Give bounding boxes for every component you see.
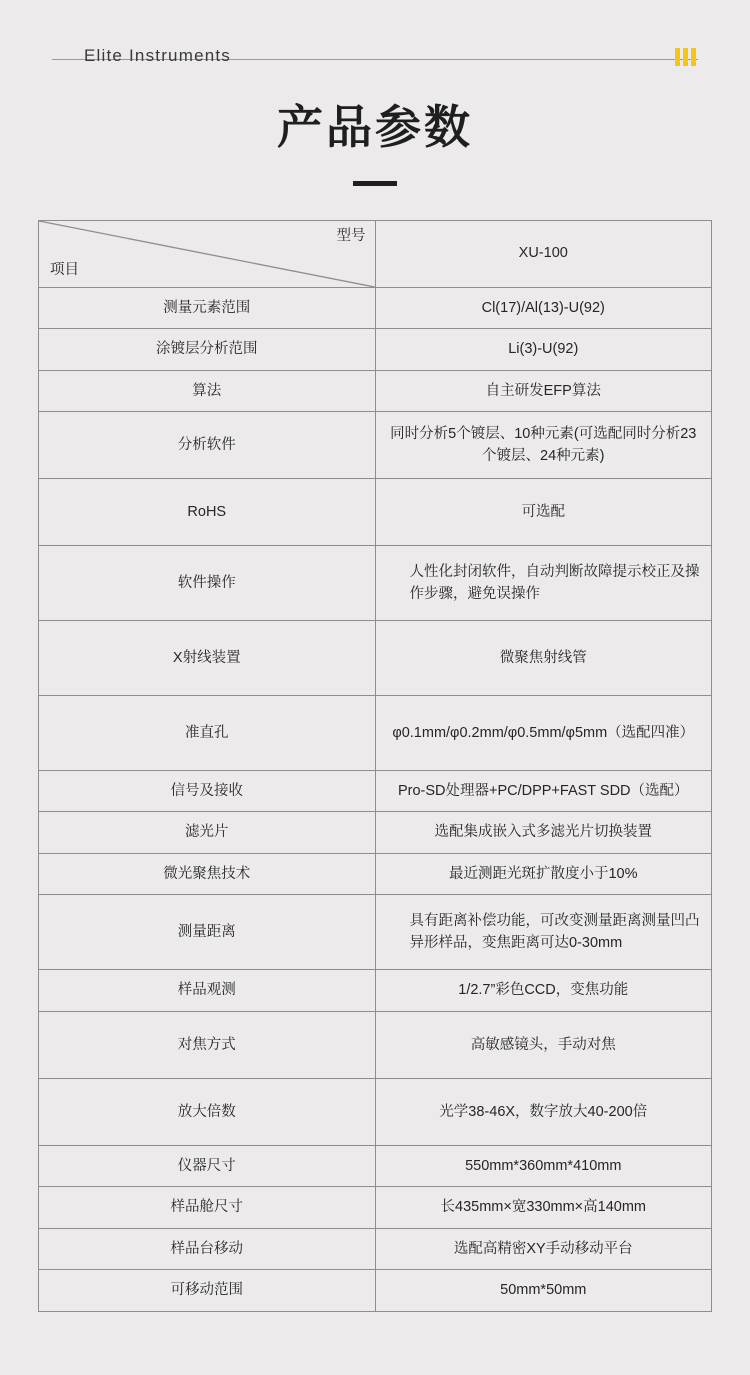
row-value: 可选配 — [375, 479, 712, 546]
row-label: 测量距离 — [39, 895, 376, 970]
table-row — [39, 1228, 712, 1269]
spec-table-wrap — [38, 220, 712, 1312]
table-row — [39, 1270, 712, 1311]
row-label: 算法 — [39, 370, 376, 411]
table-row — [39, 1187, 712, 1228]
row-value: 50mm*50mm — [375, 1270, 712, 1311]
page-header — [52, 0, 698, 65]
row-value: 光学38-46X，数字放大40-200倍 — [375, 1078, 712, 1145]
row-value: 人性化封闭软件，自动判断故障提示校正及操作步骤，避免误操作 — [375, 546, 712, 621]
table-corner-header — [39, 220, 376, 287]
row-label: 对焦方式 — [39, 1011, 376, 1078]
table-row — [39, 546, 712, 621]
corner-item-label: 项目 — [50, 262, 79, 279]
row-value: 自主研发EFP算法 — [375, 370, 712, 411]
row-value: φ0.1mm/φ0.2mm/φ0.5mm/φ5mm（选配四准） — [375, 696, 712, 771]
brand-name: Elite Instruments — [84, 46, 232, 65]
row-value: 同时分析5个镀层、10种元素(可选配同时分析23个镀层、24种元素) — [375, 412, 712, 479]
row-label: 样品台移动 — [39, 1228, 376, 1269]
table-row — [39, 771, 712, 812]
three-bars-icon — [675, 44, 698, 66]
row-value: 最近测距光斑扩散度小于10% — [375, 853, 712, 894]
table-row — [39, 370, 712, 411]
row-label: 分析软件 — [39, 412, 376, 479]
row-label: 测量元素范围 — [39, 287, 376, 328]
row-label: 涂镀层分析范围 — [39, 329, 376, 370]
table-row — [39, 970, 712, 1011]
row-value: 高敏感镜头，手动对焦 — [375, 1011, 712, 1078]
row-value: 微聚焦射线管 — [375, 621, 712, 696]
title-underline — [353, 181, 397, 186]
table-row — [39, 1078, 712, 1145]
row-label: 微光聚焦技术 — [39, 853, 376, 894]
table-row — [39, 621, 712, 696]
row-value: 具有距离补偿功能，可改变测量距离测量凹凸异形样品，变焦距离可达0-30mm — [375, 895, 712, 970]
row-label: 放大倍数 — [39, 1078, 376, 1145]
row-value: 选配高精密XY手动移动平台 — [375, 1228, 712, 1269]
row-value: Cl(17)/Al(13)-U(92) — [375, 287, 712, 328]
row-label: X射线装置 — [39, 621, 376, 696]
row-label: 样品观测 — [39, 970, 376, 1011]
row-value: 550mm*360mm*410mm — [375, 1145, 712, 1186]
model-value: XU-100 — [375, 220, 712, 287]
diagonal-line — [39, 221, 375, 287]
table-row — [39, 287, 712, 328]
table-row — [39, 1011, 712, 1078]
row-label: 准直孔 — [39, 696, 376, 771]
row-value: 长435mm×宽330mm×高140mm — [375, 1187, 712, 1228]
row-label: RoHS — [39, 479, 376, 546]
table-row — [39, 812, 712, 853]
row-value: 选配集成嵌入式多滤光片切换装置 — [375, 812, 712, 853]
row-label: 样品舱尺寸 — [39, 1187, 376, 1228]
corner-model-label: 型号 — [336, 227, 366, 244]
table-row — [39, 412, 712, 479]
row-label: 仪器尺寸 — [39, 1145, 376, 1186]
row-label: 可移动范围 — [39, 1270, 376, 1311]
table-row — [39, 853, 712, 894]
table-row — [39, 479, 712, 546]
row-label: 信号及接收 — [39, 771, 376, 812]
spec-table — [38, 220, 712, 1312]
table-row — [39, 329, 712, 370]
table-row — [39, 220, 712, 287]
title-block — [0, 60, 750, 186]
table-row — [39, 696, 712, 771]
row-label: 滤光片 — [39, 812, 376, 853]
row-value: Li(3)-U(92) — [375, 329, 712, 370]
table-row — [39, 1145, 712, 1186]
spec-table-body — [39, 220, 712, 1311]
page-title: 产品参数 — [277, 101, 473, 153]
row-label: 软件操作 — [39, 546, 376, 621]
row-value: 1/2.7”彩色CCD，变焦功能 — [375, 970, 712, 1011]
table-row — [39, 895, 712, 970]
row-value: Pro-SD处理器+PC/DPP+FAST SDD（选配） — [375, 771, 712, 812]
